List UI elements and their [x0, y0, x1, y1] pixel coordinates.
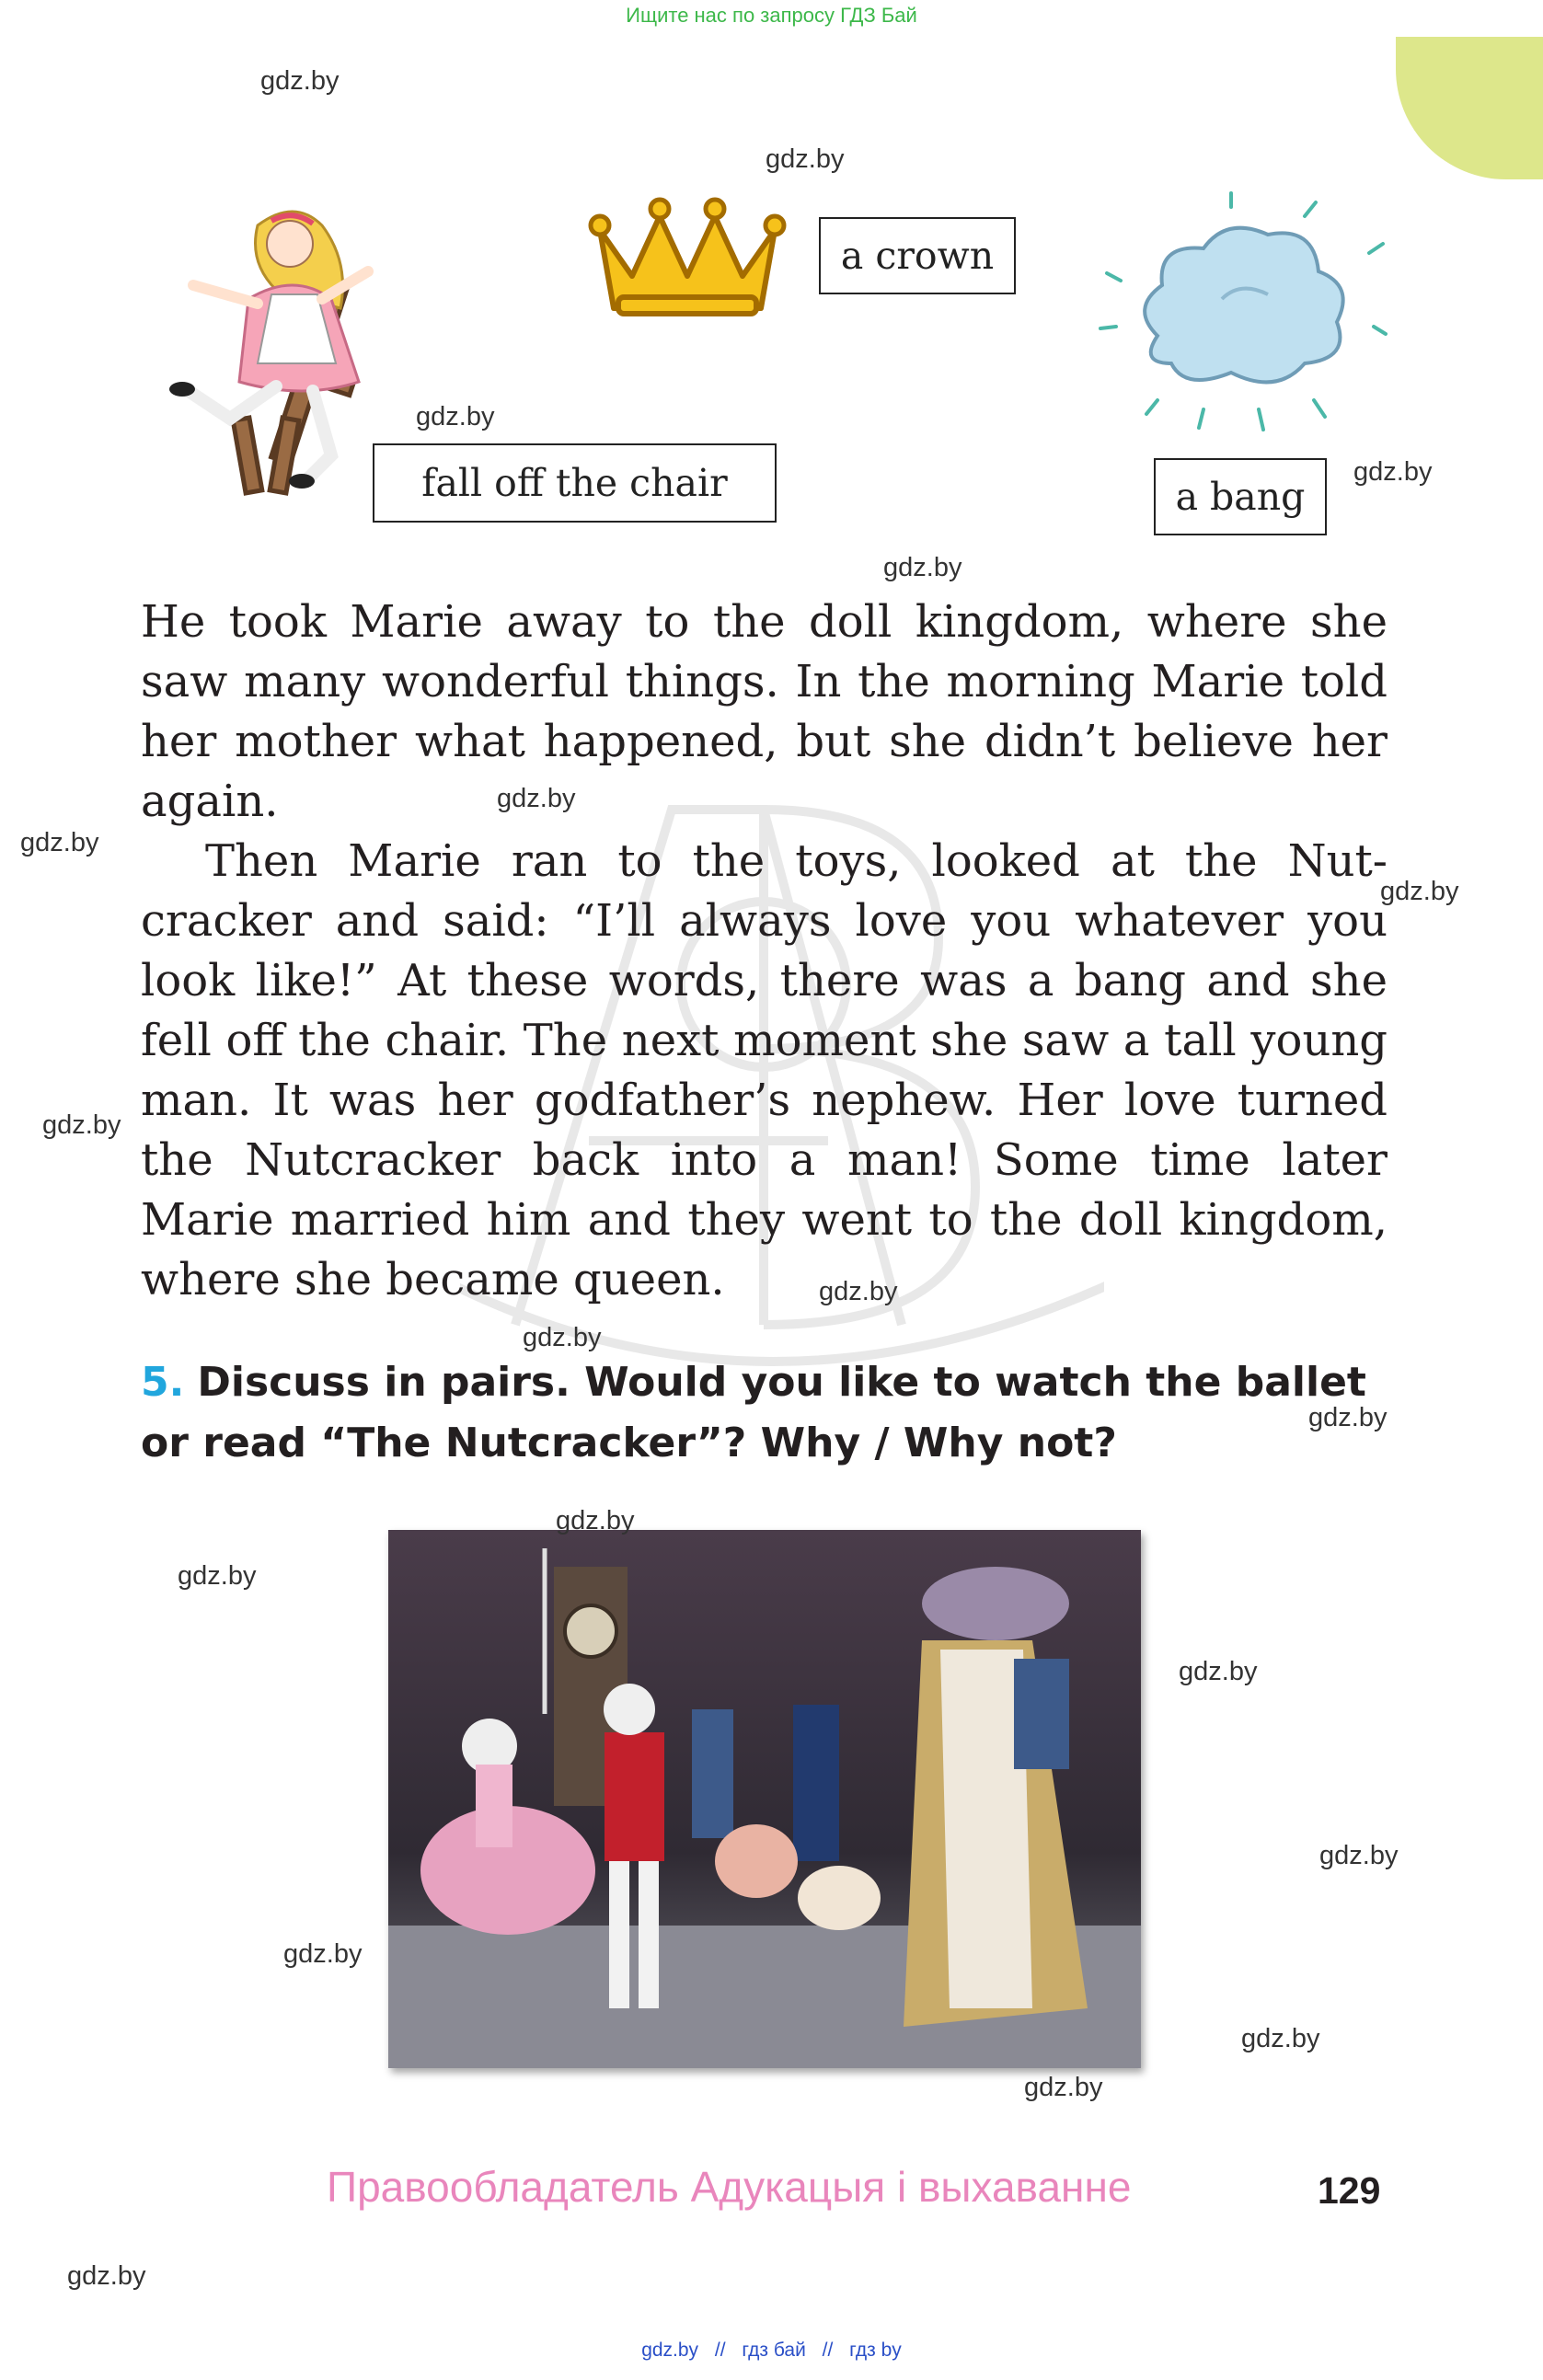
watermark: gdz.by: [497, 784, 576, 813]
watermark: gdz.by: [67, 2261, 146, 2291]
watermark: gdz.by: [819, 1277, 898, 1306]
watermark: gdz.by: [283, 1939, 363, 1969]
watermark: gdz.by: [556, 1506, 635, 1535]
nutcracker-ballet-photo: [388, 1530, 1141, 2068]
link-gdz-bai[interactable]: гдз бай: [742, 2340, 806, 2361]
watermark: gdz.by: [1308, 1403, 1388, 1432]
watermark: gdz.by: [416, 402, 495, 431]
watermark: gdz.by: [42, 1110, 121, 1140]
watermark: gdz.by: [883, 553, 962, 582]
page-number: 129: [1318, 2169, 1381, 2212]
link-separator: //: [714, 2340, 726, 2361]
vocab-bang-box: a bang: [1154, 458, 1327, 535]
copyright-notice: Правообладатель Адукацыя і выхаванне: [327, 2163, 1132, 2211]
watermark: gdz.by: [1241, 2024, 1320, 2053]
girl-falling-off-chair-icon: [138, 189, 405, 497]
watermark: gdz.by: [260, 66, 340, 96]
vocab-crown-box: a crown: [819, 217, 1016, 294]
watermark: gdz.by: [1024, 2073, 1103, 2102]
story-paragraph-2: Then Marie ran to the toys, looked at the Nutcracker and said: “I’ll always love you whatever you look like!” At these words, there was a bang and she fell off the chair. The next moment she saw a tall young man. It was her godfather’s nephew. Her love turned the Nutcracker back into a man! Some time later Marie married him and they went to the doll kingdom, where she became queen.: [141, 835, 1388, 1305]
watermark: gdz.by: [20, 828, 99, 857]
story-paragraph-1: He took Marie away to the doll kingdom, where she saw many wonderful things. In the morning Marie told her mother what happened, but she didn’t believe her again.: [141, 596, 1388, 827]
watermark: gdz.by: [1179, 1657, 1258, 1686]
watermark: gdz.by: [1319, 1841, 1399, 1870]
link-gdz-by-cyr[interactable]: гдз by: [849, 2340, 902, 2361]
page-corner-tab: [1396, 37, 1543, 179]
task-5: [141, 1352, 1392, 1474]
link-separator: //: [822, 2340, 834, 2361]
bang-cloud-icon: [1093, 189, 1388, 446]
watermark: gdz.by: [178, 1561, 257, 1591]
top-banner: Ищите нас по запросу ГДЗ Бай: [626, 4, 917, 27]
watermark: gdz.by: [1353, 457, 1433, 487]
story-text: [141, 592, 1388, 1310]
task-text: Discuss in pairs. Would you like to watch the ballet or read “The Nutcracker”? Why / Why not?: [141, 1359, 1366, 1466]
watermark: gdz.by: [766, 144, 845, 174]
vocab-fall-box: fall off the chair: [373, 443, 777, 523]
watermark: gdz.by: [523, 1323, 602, 1352]
bottom-links: [0, 2340, 1543, 2362]
watermark: gdz.by: [1380, 877, 1459, 906]
crown-icon: [582, 189, 793, 322]
task-number: 5.: [141, 1359, 185, 1406]
link-gdz-by[interactable]: gdz.by: [641, 2340, 699, 2361]
